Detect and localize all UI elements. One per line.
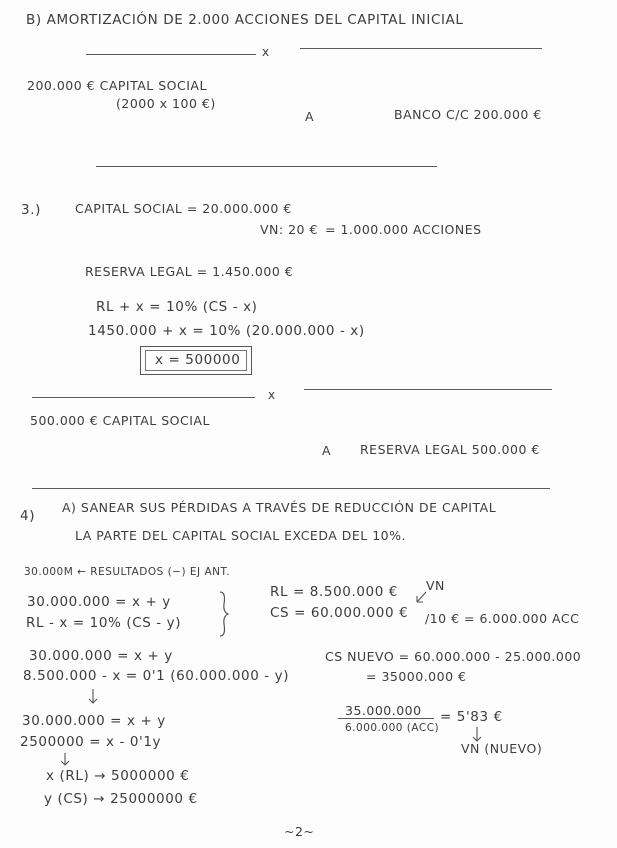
journal-debit: 200.000 € CAPITAL SOCIAL — [27, 78, 207, 93]
fraction-bar — [338, 718, 434, 719]
shares-division: /10 € = 6.000.000 ACC — [425, 611, 580, 626]
brace-icon — [214, 590, 234, 638]
shares-count: = 1.000.000 ACCIONES — [325, 222, 482, 237]
section-4-number: 4) — [20, 508, 36, 524]
section-4-heading-1: A) SANEAR SUS PÉRDIDAS A TRAVÉS DE REDUCCIÓN DE CAPITAL — [62, 500, 497, 515]
arrow-down-icon — [58, 752, 72, 768]
system1-eq-a: 30.000.000 = x + y — [27, 594, 171, 610]
page-number: ~2~ — [284, 824, 315, 839]
divider-line — [304, 389, 552, 390]
capital-social-value: CS = 60.000.000 € — [270, 605, 409, 621]
losses-note: 30.000M ← RESULTADOS (−) EJ ANT. — [24, 566, 231, 578]
equation-2: 1450.000 + x = 10% (20.000.000 - x) — [88, 323, 365, 339]
legal-reserve-value: RL = 8.500.000 € — [270, 584, 398, 600]
divider-line — [86, 54, 256, 55]
new-capital-social: CS NUEVO = 60.000.000 - 25.000.000 — [325, 649, 582, 664]
legal-reserve: RESERVA LEGAL = 1.450.000 € — [85, 264, 294, 279]
new-capital-social-result: = 35000.000 € — [366, 669, 467, 684]
journal-a: A — [322, 443, 332, 458]
section-4-heading-2: LA PARTE DEL CAPITAL SOCIAL EXCEDA DEL 10%. — [75, 528, 406, 543]
result-x: x (RL) → 5000000 € — [46, 768, 190, 784]
system3-eq-b: 2500000 = x - 0'1y — [20, 734, 162, 750]
journal-debit: 500.000 € CAPITAL SOCIAL — [30, 413, 210, 428]
journal-credit: RESERVA LEGAL 500.000 € — [360, 442, 540, 457]
divider-line — [96, 166, 437, 167]
divider-line — [32, 488, 550, 489]
divider-line — [32, 397, 255, 398]
system2-eq-b: 8.500.000 - x = 0'1 (60.000.000 - y) — [23, 668, 290, 684]
section-3-number: 3.) — [21, 202, 41, 218]
system3-eq-a: 30.000.000 = x + y — [22, 713, 166, 729]
arrow-down-icon — [414, 591, 428, 605]
entry-cross: x — [268, 388, 276, 402]
fraction-numerator: 35.000.000 — [345, 703, 422, 718]
fraction-denominator: 6.000.000 (ACC) — [345, 722, 440, 734]
new-nominal-value: VN (NUEVO) — [461, 741, 543, 756]
result-y: y (CS) → 25000000 € — [44, 791, 198, 807]
journal-debit-detail: (2000 x 100 €) — [116, 96, 216, 111]
divider-line — [300, 48, 542, 49]
system2-eq-a: 30.000.000 = x + y — [29, 648, 173, 664]
vn-label: VN — [426, 578, 445, 593]
journal-a: A — [305, 109, 315, 124]
result-box — [140, 346, 252, 375]
section-b-heading: B) AMORTIZACIÓN DE 2.000 ACCIONES DEL CAPITAL INICIAL — [26, 12, 464, 28]
capital-social-equation: CAPITAL SOCIAL = 20.000.000 € — [75, 201, 292, 216]
result-value: x = 500000 — [155, 352, 241, 368]
fraction-result: = 5'83 € — [440, 709, 503, 725]
system1-eq-b: RL - x = 10% (CS - y) — [26, 615, 182, 631]
arrow-down-icon — [86, 688, 100, 706]
nominal-value: VN: 20 € — [260, 222, 318, 237]
equation-1: RL + x = 10% (CS - x) — [96, 299, 258, 315]
journal-credit: BANCO C/C 200.000 € — [394, 107, 542, 122]
entry-cross: x — [262, 45, 270, 59]
